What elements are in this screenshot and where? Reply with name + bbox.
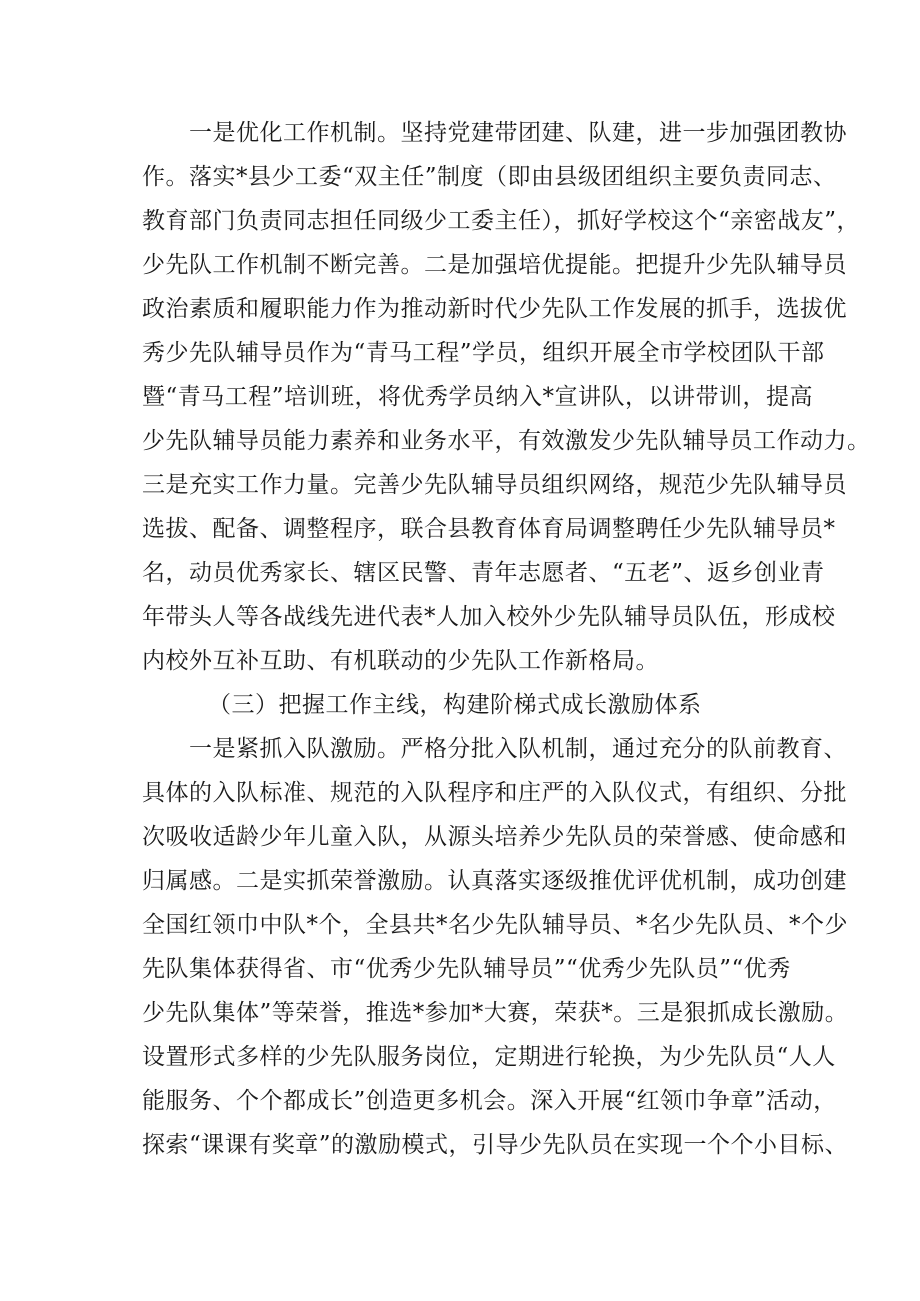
paragraph-line: 三是充实工作力量。完善少先队辅导员组织网络，规范少先队辅导员 (142, 472, 847, 498)
paragraph-line: 作。落实*县少工委“双主任”制度（即由县级团组织主要负责同志、 (142, 164, 837, 190)
paragraph-line: 年带头人等各战线先进代表*人加入校外少先队辅导员队伍，形成校 (142, 604, 836, 630)
paragraph-line: 具体的入队标准、规范的入队程序和庄严的入队仪式，有组织、分批 (142, 780, 847, 806)
paragraph-line: 政治素质和履职能力作为推动新时代少先队工作发展的抓手，选拔优 (142, 296, 847, 322)
paragraph-line: 暨“青马工程”培训班，将优秀学员纳入*宣讲队，以讲带训，提高 (142, 384, 814, 410)
paragraph-line: 秀少先队辅导员作为“青马工程”学员，组织开展全市学校团队干部 (142, 340, 825, 366)
paragraph-line: 少先队集体”等荣誉，推选*参加*大赛，荣获*。三是狠抓成长激励。 (142, 1000, 849, 1026)
paragraph-line: 选拔、配备、调整程序，联合县教育体育局调整聘任少先队辅导员* (142, 516, 836, 542)
section-heading: （三）把握工作主线，构建阶梯式成长激励体系 (208, 692, 702, 718)
paragraph-line: 名，动员优秀家长、辖区民警、青年志愿者、“五老”、返乡创业青 (142, 560, 825, 586)
paragraph-line: 全国红领巾中队*个，全县共*名少先队辅导员、*名少先队员、*个少 (142, 912, 848, 938)
paragraph-line: 先队集体获得省、市“优秀少先队辅导员”“优秀少先队员”“优秀 (142, 956, 791, 982)
paragraph-line: 归属感。二是实抓荣誉激励。认真落实逐级推优评优机制，成功创建 (142, 868, 847, 894)
paragraph-line: 一是紧抓入队激励。严格分批入队机制，通过充分的队前教育、 (189, 736, 847, 762)
paragraph-line: 少先队工作机制不断完善。二是加强培优提能。把提升少先队辅导员 (142, 252, 847, 278)
paragraph-line: 教育部门负责同志担任同级少工委主任），抓好学校这个“亲密战友”， (142, 208, 861, 234)
paragraph-line: 内校外互补互助、有机联动的少先队工作新格局。 (142, 648, 659, 674)
paragraph-line: 探索“课课有奖章”的激励模式，引导少先队员在实现一个个小目标、 (142, 1132, 849, 1158)
paragraph-line: 次吸收适龄少年儿童入队，从源头培养少先队员的荣誉感、使命感和 (142, 824, 847, 850)
paragraph-line: 少先队辅导员能力素养和业务水平，有效激发少先队辅导员工作动力。 (142, 428, 871, 454)
paragraph-line: 一是优化工作机制。坚持党建带团建、队建，进一步加强团教协 (189, 120, 847, 146)
paragraph-line: 设置形式多样的少先队服务岗位，定期进行轮换，为少先队员“人人 (142, 1044, 836, 1070)
paragraph-line: 能服务、个个都成长”创造更多机会。深入开展“红领巾争章”活动， (142, 1088, 837, 1114)
